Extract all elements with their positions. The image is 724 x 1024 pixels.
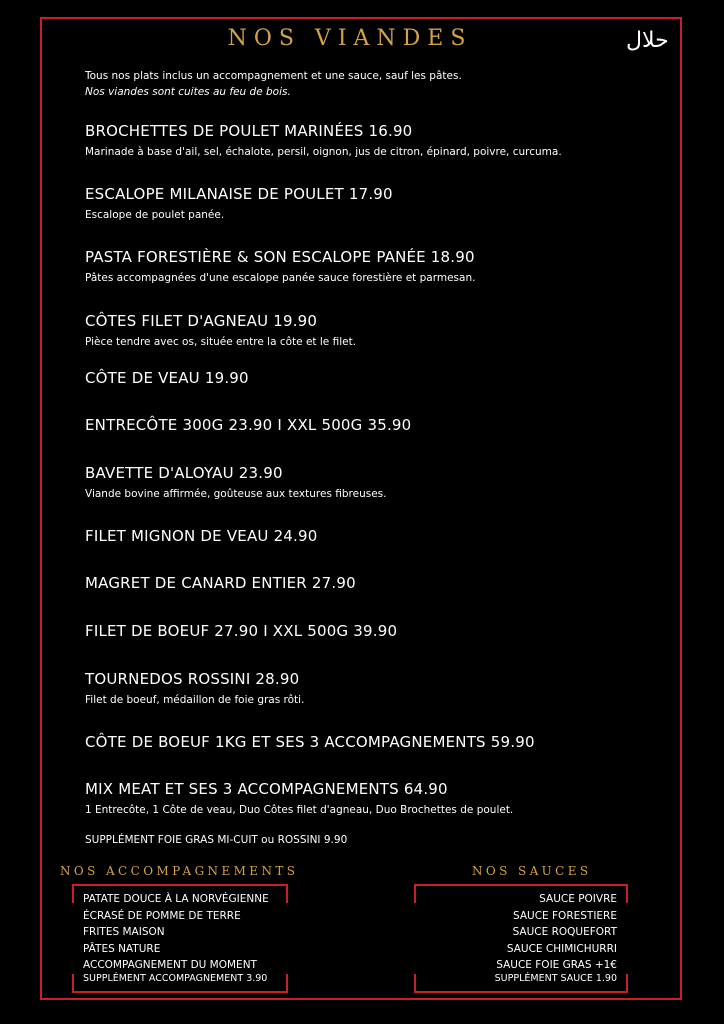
intro-line: Tous nos plats inclus un accompagnement et une sauce, sauf les pâtes. [85, 70, 462, 82]
menu-item-desc: Pièce tendre avec os, située entre la côte et le filet. [85, 336, 357, 348]
list-item: ACCOMPAGNEMENT DU MOMENT [83, 959, 257, 971]
halal-label: حلال [626, 28, 669, 53]
menu-item-name: MAGRET DE CANARD ENTIER 27.90 [85, 574, 356, 592]
menu-item [85, 121, 562, 160]
menu-item-name: CÔTE DE BOEUF 1KG ET SES 3 ACCOMPAGNEMENTS 59.90 [85, 733, 535, 751]
menu-item-name: CÔTES FILET D'AGNEAU 19.90 [85, 312, 318, 330]
accompagnement-supplement-wrap [83, 971, 267, 988]
menu-item-name: ENTRECÔTE 300G 23.90 I XXL 500G 35.90 [85, 416, 412, 434]
menu-item [85, 415, 411, 435]
menu-item [85, 184, 393, 223]
menu-item [85, 526, 318, 546]
menu-item-desc: Escalope de poulet panée. [85, 209, 225, 221]
list-item: SAUCE POIVRE [539, 893, 617, 905]
list-item: PÂTES NATURE [83, 942, 161, 955]
menu-item [85, 732, 535, 752]
menu-item [85, 247, 475, 286]
list-item: SAUCE CHIMICHURRI [506, 942, 617, 955]
list-item: ÉCRASÉ DE POMME DE TERRE [83, 909, 241, 922]
list-item: FRITES MAISON [83, 926, 165, 938]
list-item: SAUCE FOIE GRAS +1€ [496, 959, 617, 971]
menu-item-desc: 1 Entrecôte, 1 Côte de veau, Duo Côtes filet d'agneau, Duo Brochettes de poulet. [85, 804, 514, 816]
menu-item-desc: Marinade à base d'ail, sel, échalote, persil, oignon, jus de citron, épinard, poivre, curcuma. [85, 146, 562, 158]
intro-text [85, 68, 462, 100]
list-item: SAUCE ROQUEFORT [512, 926, 617, 938]
list-item: SAUCE FORESTIERE [512, 909, 617, 922]
menu-item [85, 573, 356, 593]
menu-item [85, 779, 513, 818]
intro-line-italic: Nos viandes sont cuites au feu de bois. [85, 86, 291, 98]
menu-item-name: ESCALOPE MILANAISE DE POULET 17.90 [85, 185, 393, 203]
menu-item-desc: Filet de boeuf, médaillon de foie gras rôti. [85, 694, 305, 706]
menu-item [85, 463, 386, 502]
menu-item-desc: Viande bovine affirmée, goûteuse aux textures fibreuses. [85, 488, 387, 500]
sauce-supplement-wrap [420, 971, 617, 988]
menu-item-name: FILET MIGNON DE VEAU 24.90 [85, 527, 318, 545]
accompagnements-list [83, 891, 269, 974]
sauces-list [420, 891, 617, 974]
menu-item-name: FILET DE BOEUF 27.90 I XXL 500G 39.90 [85, 622, 398, 640]
menu-item [85, 368, 249, 388]
accompagnements-title: NOS ACCOMPAGNEMENTS [60, 864, 299, 878]
menu-item-name: CÔTE DE VEAU 19.90 [85, 369, 249, 387]
menu-item [85, 311, 356, 350]
menu-item-name: PASTA FORESTIÈRE & SON ESCALOPE PANÉE 18.90 [85, 248, 475, 266]
menu-item-desc: Pâtes accompagnées d'une escalope panée sauce forestière et parmesan. [85, 272, 476, 284]
menu-item-name: BAVETTE D'ALOYAU 23.90 [85, 464, 283, 482]
sauce-supplement: SUPPLÉMENT SAUCE 1.90 [494, 973, 617, 984]
foie-gras-supplement: SUPPLÉMENT FOIE GRAS MI-CUIT ou ROSSINI 9.90 [85, 834, 348, 846]
menu-item [85, 669, 304, 708]
menu-frame [40, 17, 682, 1000]
page-title: NOS VIANDES [227, 26, 473, 51]
list-item: PATATE DOUCE À LA NORVÉGIENNE [83, 893, 269, 905]
menu-item-name: BROCHETTES DE POULET MARINÉES 16.90 [85, 122, 413, 140]
menu-item-name: TOURNEDOS ROSSINI 28.90 [85, 670, 300, 688]
sauces-title: NOS SAUCES [472, 864, 592, 878]
menu-item [85, 621, 397, 641]
accompagnement-supplement: SUPPLÉMENT ACCOMPAGNEMENT 3.90 [83, 973, 268, 984]
menu-item-name: MIX MEAT ET SES 3 ACCOMPAGNEMENTS 64.90 [85, 780, 448, 798]
